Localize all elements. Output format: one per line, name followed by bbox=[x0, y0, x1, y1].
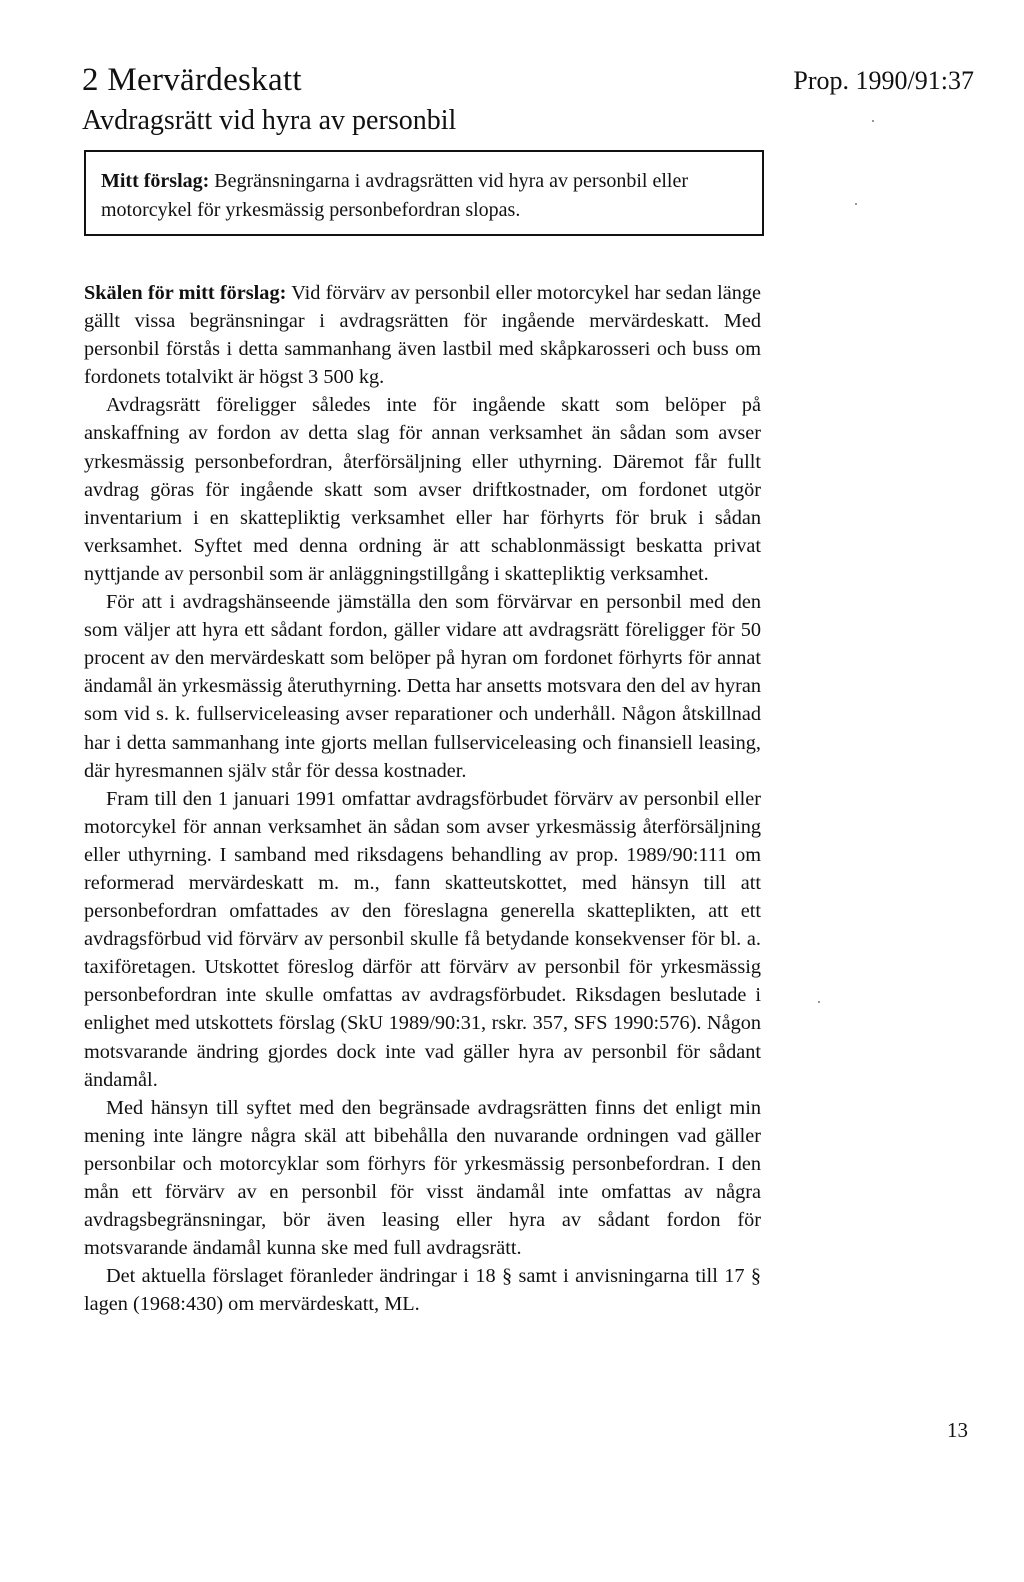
paragraph-opinion: Med hänsyn till syftet med den begränsade avdragsrätten finns det enligt min mening inte längre några skäl att bibehålla den nuvarande ordningen vad gäller personbilar och motorcyklar som förhyrs för yrkesmässig personbefordran. I den mån ett förvärv av en personbil för visst ändamål inte omfattas av några avdragsbegränsningar, bör även leasing eller hyra av sådant fordon för motsvarande ändamål kunna ske med full avdragsrätt. bbox=[84, 1096, 761, 1260]
page-number: 13 bbox=[947, 1418, 968, 1442]
body-text bbox=[84, 279, 761, 1318]
proposal-text: Begränsningarna i avdragsrätten vid hyra av personbil eller motorcykel för yrkesmässig personbefordran slopas. bbox=[101, 170, 689, 221]
paragraph-amendments: Det aktuella förslaget föranleder ändringar i 18 § samt i anvisningarna till 17 § lagen (1968:430) om mervärdeskatt, ML. bbox=[84, 1265, 761, 1316]
reasons-lead: Skälen för mitt förslag: bbox=[84, 282, 287, 304]
scan-speck bbox=[872, 120, 874, 122]
paragraph-reasons bbox=[84, 279, 761, 391]
proposition-reference: Prop. 1990/91:37 bbox=[793, 66, 974, 95]
paragraph-deduction-right: Avdragsrätt föreligger således inte för ingående skatt som belöper på anskaffning av fordon av detta slag för annan verksamhet än sådan som avser yrkesmässig personbefordran, återförsäljning eller uthyrning. Däremot får fullt avdrag göras för ingående skatt som avser driftkostnader, om fordonet utgör inventarium i en skattepliktig verksamhet eller har förhyrts för bruk i sådan verksamhet. Syftet med denna ordning är att schablonmässigt beskatta privat nyttjande av personbil som är anläggningstillgång i skattepliktig verksamhet. bbox=[84, 394, 761, 585]
scan-speck bbox=[818, 1001, 820, 1003]
proposal-lead: Mitt förslag: bbox=[101, 170, 210, 192]
chapter-heading: 2 Mervärdeskatt bbox=[82, 62, 302, 98]
reasons-text: Vid förvärv av personbil eller motorcykel har sedan länge gällt vissa begränsningar i avdragsrätten för ingående mervärdeskatt. Med personbil förstås i detta sammanhang även lastbil med skåpkarosseri och buss om fordonets totalvikt är högst 3 500 kg. bbox=[84, 282, 761, 389]
paragraph-history: Fram till den 1 januari 1991 omfattar avdragsförbudet förvärv av personbil eller motorcykel för annan verksamhet än sådan som avser yrkesmässig återförsäljning eller uthyrning. I samband med riksdagens behandling av prop. 1989/90:111 om reformerad mervärdeskatt m. m., fann skatteutskottet, med hänsyn till att personbefordran omfattades av den föreslagna generella skatteplikten, att ett avdragsförbud vid förvärv av personbil skulle få betydande konsekvenser för bl. a. taxiföretagen. Utskottet föreslog därför att förvärv av personbil för yrkesmässig personbefordran inte skulle omfattas av avdragsförbudet. Riksdagen beslutade i enlighet med utskottets förslag (SkU 1989/90:31, rskr. 357, SFS 1990:576). Någon motsvarande ändring gjordes dock inte vad gäller hyra av personbil för sådant ändamål. bbox=[84, 787, 761, 1091]
paragraph-leasing: För att i avdragshänseende jämställa den som förvärvar en personbil med den som väljer att hyra ett sådant fordon, gäller vidare att avdragsrätt föreligger för 50 procent av den mervärdeskatt som belöper på hyran om fordonet förhyrts för annat ändamål än yrkesmässig återuthyrning. Detta har ansetts motsvara den del av hyran som vid s. k. fullserviceleasing avser reparationer och underhåll. Någon åtskillnad har i detta sammanhang inte gjorts mellan fullserviceleasing och finansiell leasing, där hyresmannen själv står för dessa kostnader. bbox=[84, 591, 761, 782]
proposal-box bbox=[84, 150, 764, 236]
section-heading: Avdragsrätt vid hyra av personbil bbox=[82, 105, 457, 136]
scan-speck bbox=[855, 203, 857, 205]
